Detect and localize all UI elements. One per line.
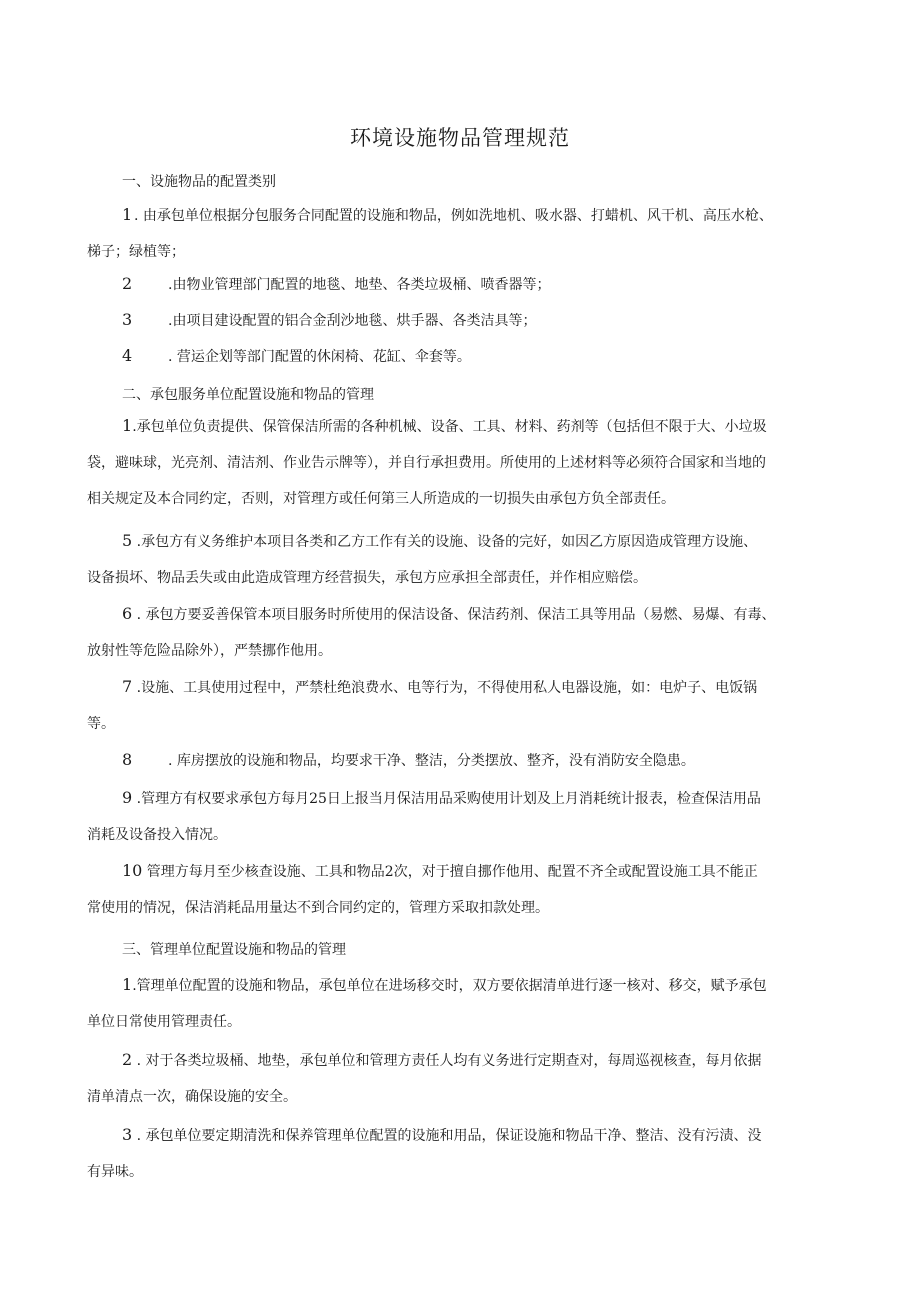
- item-line: 2 . 对于各类垃圾桶、地垫，承包单位和管理方责任人均有义务进行定期查对，每周巡视核查，每月依据: [87, 1042, 840, 1079]
- item-number: 2: [122, 274, 133, 293]
- item-number: 9: [122, 788, 133, 807]
- item-line: 清单清点一次，确保设施的安全。: [87, 1088, 297, 1105]
- item-line: 设备损坏、物品丢失或由此造成管理方经营损失，承包方应承担全部责任，并作相应赔偿。: [87, 569, 647, 586]
- list-item: [87, 669, 840, 742]
- item-number: 6: [122, 604, 133, 623]
- item-line: 1.管理单位配置的设施和物品，承包单位在进场移交时，双方要依据清单进行逐一核对、移交，赋予承包: [87, 967, 840, 1004]
- list-item: [87, 780, 840, 853]
- item-line: 10 管理方每月至少核查设施、工具和物品2次，对于擅自挪作他用、配置不齐全或配置设施工具不能正: [87, 853, 840, 890]
- list-item: [87, 266, 840, 303]
- document-title: 环境设施物品管理规范: [350, 126, 570, 150]
- list-item: [87, 302, 840, 339]
- list-item: [87, 197, 840, 270]
- item-line: 常使用的情况，保洁消耗品用量达不到合同约定的，管理方采取扣款处理。: [87, 899, 549, 916]
- item-line: 相关规定及本合同约定，否则，对管理方或任何第三人所造成的一切损失由承包方负全部责任。: [87, 491, 675, 507]
- item-line: 放射性等危险品除外），严禁挪作他用。: [87, 642, 332, 659]
- section-heading-2: 二、承包服务单位配置设施和物品的管理: [122, 387, 374, 403]
- item-line: 7 .设施、工具使用过程中，严禁杜绝浪费水、电等行为，不得使用私人电器设施，如：电炉子、电饭锅: [87, 669, 840, 706]
- item-number: 7: [122, 677, 133, 696]
- item-number: 3: [122, 1125, 133, 1144]
- item-number: 1: [122, 205, 133, 224]
- item-line: 4 . 营运企划等部门配置的休闲椅、花缸、伞套等。: [87, 338, 840, 375]
- item-line: 1 . 由承包单位根据分包服务合同配置的设施和物品，例如洗地机、吸水器、打蜡机、风干机、高压水枪、: [87, 197, 840, 234]
- item-line: 6 . 承包方要妥善保管本项目服务时所使用的保洁设备、保洁药剂、保洁工具等用品（易燃、易爆、有毒、: [87, 596, 840, 633]
- list-item: [87, 967, 840, 1040]
- item-line: 3 . 承包单位要定期清洗和保养管理单位配置的设施和用品，保证设施和物品干净、整洁、没有污渍、没: [87, 1117, 840, 1154]
- item-line: 3 .由项目建设配置的铝合金刮沙地毯、烘手器、各类洁具等；: [87, 302, 840, 339]
- item-line: 梯子；绿植等；: [87, 243, 185, 260]
- list-item: [87, 523, 840, 596]
- item-number: 8: [122, 750, 133, 769]
- item-number: 10: [122, 861, 143, 880]
- item-line: 有异味。: [87, 1163, 143, 1180]
- item-number: 5: [122, 531, 133, 550]
- item-line: 8 . 库房摆放的设施和物品，均要求干净、整洁，分类摆放、整齐，没有消防安全隐患。: [87, 742, 840, 779]
- list-item: [87, 1117, 840, 1190]
- item-line: 9 .管理方有权要求承包方每月25日上报当月保洁用品采购使用计划及上月消耗统计报表，检查保洁用品: [87, 780, 840, 817]
- list-item: [87, 408, 840, 518]
- section-heading-3: 三、管理单位配置设施和物品的管理: [122, 942, 346, 958]
- item-line: 单位日常使用管理责任。: [87, 1013, 241, 1030]
- list-item: [87, 742, 840, 779]
- section-heading-1: 一、设施物品的配置类别: [122, 174, 276, 190]
- item-line: 消耗及设备投入情况。: [87, 826, 227, 843]
- item-number: 1: [122, 416, 133, 435]
- item-number: 1: [122, 975, 133, 994]
- item-number: 3: [122, 310, 133, 329]
- item-line: 1.承包单位负责提供、保管保洁所需的各种机械、设备、工具、材料、药剂等（包括但不限于大、小垃圾: [87, 408, 840, 445]
- list-item: [87, 1042, 840, 1115]
- list-item: [87, 338, 840, 375]
- item-number: 4: [122, 346, 133, 365]
- item-line: 2 .由物业管理部门配置的地毯、地垫、各类垃圾桶、喷香器等；: [87, 266, 840, 303]
- list-item: [87, 596, 840, 669]
- item-line: 袋，避味球，光亮剂、清洁剂、作业告示牌等），并自行承担费用。所使用的上述材料等必须符合国家和当地的: [87, 454, 766, 471]
- item-line: 5 .承包方有义务维护本项目各类和乙方工作有关的设施、设备的完好，如因乙方原因造成管理方设施、: [87, 523, 840, 560]
- item-line: 等。: [87, 715, 115, 732]
- item-number: 2: [122, 1050, 133, 1069]
- list-item: [87, 853, 840, 926]
